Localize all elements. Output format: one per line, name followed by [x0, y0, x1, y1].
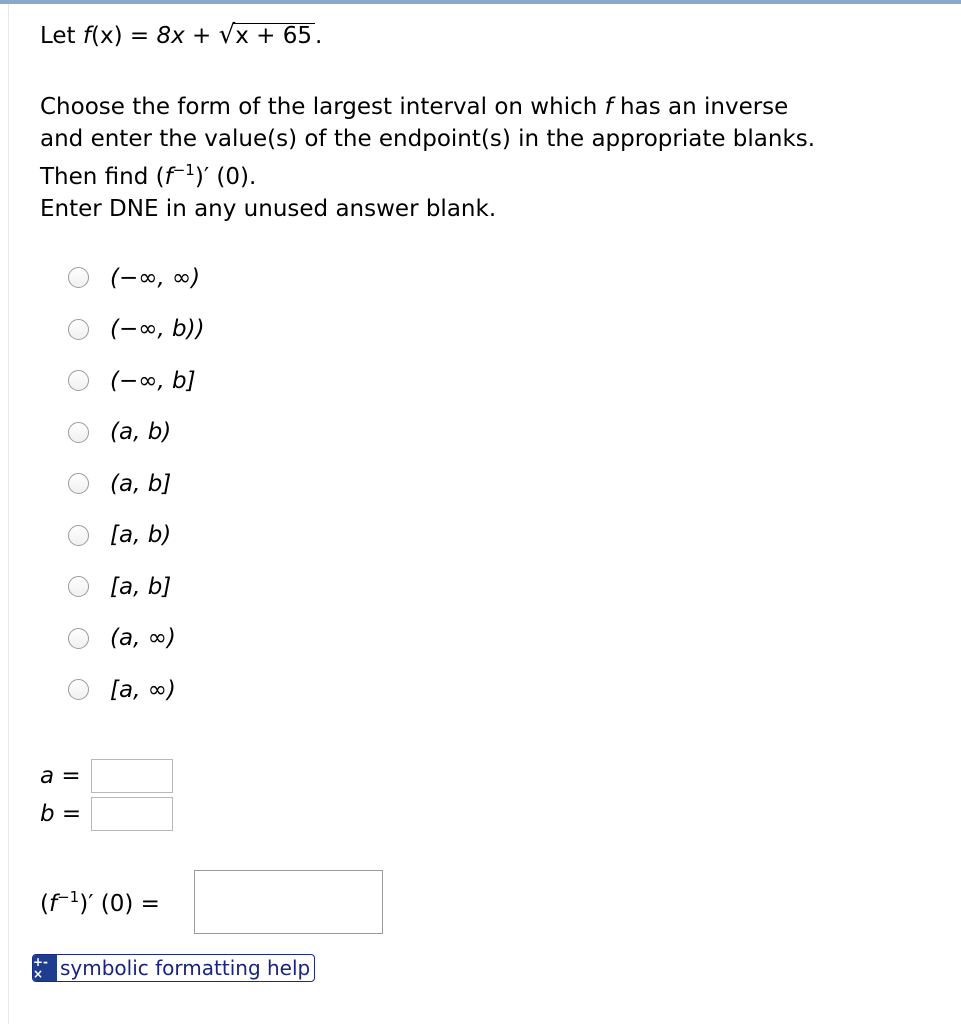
instructions	[40, 92, 815, 225]
option-label: (a, b)	[110, 419, 172, 446]
option-label: [a, b]	[110, 573, 172, 600]
option-5[interactable]	[68, 510, 205, 562]
option-label: (a, ∞)	[110, 625, 176, 652]
option-0[interactable]	[68, 252, 205, 304]
function-name: f	[82, 23, 91, 49]
option-label: (−∞, b))	[110, 316, 205, 343]
option-label: (−∞, b]	[110, 367, 196, 394]
symbolic-formatting-help-button[interactable]	[32, 954, 315, 982]
option-3[interactable]	[68, 407, 205, 459]
derivative-input[interactable]	[194, 870, 383, 934]
left-rule	[8, 4, 9, 1024]
answer-a-input[interactable]	[91, 759, 173, 793]
radio-button[interactable]	[68, 628, 89, 649]
radicand: x + 65	[233, 23, 315, 48]
answer-b-label: b =	[40, 801, 82, 827]
top-border	[0, 0, 961, 4]
instruction-text-3a: Then find (	[40, 164, 165, 190]
function-args: (x)	[91, 23, 123, 49]
linear-term: 8x	[156, 23, 185, 49]
math-symbols-icon: +-×	[33, 955, 57, 981]
radical-icon: √	[218, 20, 236, 50]
answer-b-input[interactable]	[91, 797, 173, 831]
radio-button[interactable]	[68, 525, 89, 546]
radio-button[interactable]	[68, 473, 89, 494]
radio-button[interactable]	[68, 267, 89, 288]
instruction-text-1a: Choose the form of the largest interval on which	[40, 94, 598, 120]
option-7[interactable]	[68, 613, 205, 665]
option-label: [a, b)	[110, 522, 172, 549]
option-8[interactable]	[68, 664, 205, 716]
radio-button[interactable]	[68, 576, 89, 597]
instruction-f-inverse: f	[164, 164, 173, 190]
help-label: symbolic formatting help	[60, 956, 311, 980]
radio-button[interactable]	[68, 319, 89, 340]
plus-sign: +	[192, 23, 212, 49]
instruction-line-1	[40, 92, 815, 124]
option-2[interactable]	[68, 355, 205, 407]
option-4[interactable]	[68, 458, 205, 510]
deriv-equals: =	[140, 890, 160, 917]
answer-a-row	[40, 757, 173, 795]
interval-options	[68, 252, 205, 716]
option-1[interactable]	[68, 304, 205, 356]
derivative-answer-row	[40, 870, 383, 934]
option-6[interactable]	[68, 561, 205, 613]
radio-button[interactable]	[68, 422, 89, 443]
equals-sign: =	[129, 23, 150, 49]
radio-button[interactable]	[68, 679, 89, 700]
instruction-sup: −1	[172, 161, 195, 179]
deriv-f: f	[48, 890, 58, 917]
instruction-text-1b: has an inverse	[620, 94, 789, 120]
square-root	[219, 20, 315, 51]
period: .	[314, 23, 323, 49]
let-text: Let	[40, 23, 76, 49]
answer-b-row	[40, 795, 173, 833]
deriv-sup: −1	[57, 887, 80, 906]
option-label: [a, ∞)	[110, 676, 176, 703]
option-label: (−∞, ∞)	[110, 264, 201, 291]
endpoint-answers	[40, 757, 173, 833]
answer-a-label: a =	[40, 763, 81, 789]
instruction-line-3	[40, 155, 815, 194]
function-definition	[40, 20, 322, 51]
deriv-open: (	[40, 890, 49, 917]
deriv-close: )′ (0)	[79, 890, 134, 917]
instruction-f: f	[604, 94, 613, 120]
instruction-line-4: Enter DNE in any unused answer blank.	[40, 195, 497, 222]
radio-button[interactable]	[68, 370, 89, 391]
derivative-label	[40, 888, 194, 917]
instruction-line-2: and enter the value(s) of the endpoint(s) in the appropriate blanks.	[40, 125, 816, 152]
instruction-text-3b: )′ (0).	[194, 164, 257, 190]
option-label: (a, b]	[110, 470, 172, 497]
